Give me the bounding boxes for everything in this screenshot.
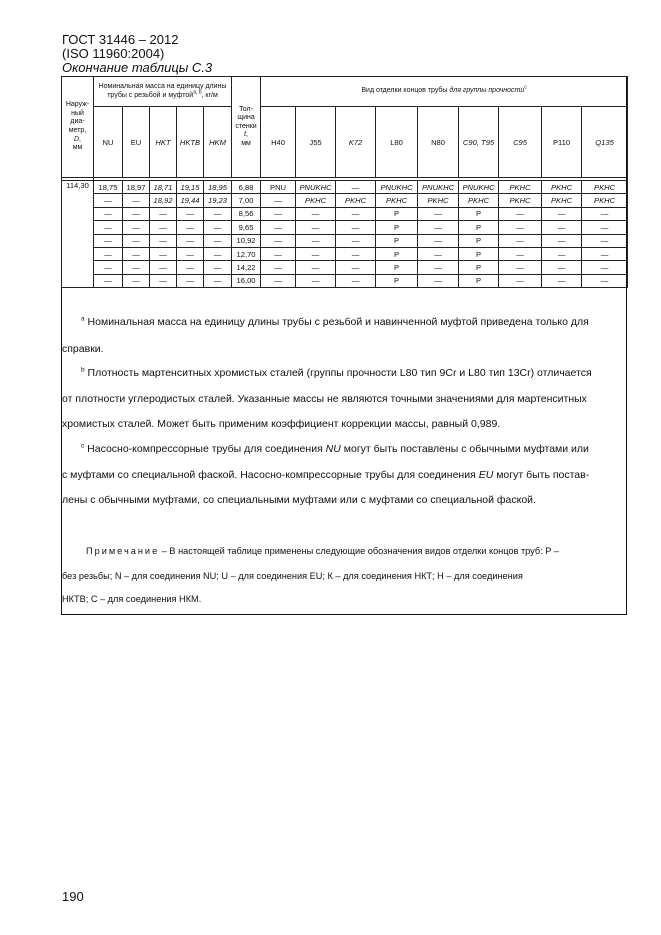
cell-outer-diameter [62, 221, 94, 234]
cell-finish: PNUKHC [296, 181, 336, 194]
cell-mass: 18,95 [204, 181, 232, 194]
table-row [62, 207, 628, 220]
header-grade-n80: N80 [418, 107, 459, 178]
cell-finish: P [459, 234, 499, 247]
cell-outer-diameter [62, 247, 94, 260]
cell-mass: — [204, 207, 232, 220]
cell-finish: — [296, 234, 336, 247]
note-line3: НКТВ; С – для соединения НКМ. [62, 594, 202, 604]
table-row [62, 181, 628, 194]
cell-finish: P [459, 247, 499, 260]
footnote-b-line2: от плотности углеродистых сталей. Указанные массы не являются точными значениями для мартенситных [62, 393, 587, 405]
cell-mass: 18,92 [150, 194, 177, 207]
cell-finish: PKHC [459, 194, 499, 207]
cell-finish: — [418, 221, 459, 234]
cell-mass: — [177, 234, 204, 247]
cell-mass: — [150, 221, 177, 234]
cell-finish: — [499, 274, 542, 287]
cell-mass: — [94, 247, 123, 260]
header-nominal-mass: Номинальная масса на единицу длины трубы с резьбой и муфтой$^{a, b}$, кг/м [94, 77, 232, 107]
page-number: 190 [62, 889, 84, 904]
cell-finish: — [418, 234, 459, 247]
cell-finish: — [582, 221, 628, 234]
header-grade-j55: J55 [296, 107, 336, 178]
note-line2: без резьбы; N – для соединения NU; U – для соединения EU; К – для соединения НКТ; Н – для соединения [62, 571, 523, 581]
cell-wall-thickness: 12,70 [232, 247, 261, 260]
cell-finish: P [459, 274, 499, 287]
cell-mass: — [94, 234, 123, 247]
table-row [62, 247, 628, 260]
cell-finish: — [418, 247, 459, 260]
cell-mass: — [94, 194, 123, 207]
cell-finish: — [336, 247, 376, 260]
header-mass-eu: EU [123, 107, 150, 178]
cell-finish: — [499, 207, 542, 220]
note-line1: Примечание – В настоящей таблице применены следующие обозначения видов отделки концов труб: Р – [86, 546, 560, 556]
cell-finish: P [376, 247, 418, 260]
cell-finish: — [499, 221, 542, 234]
cell-finish: PKHC [376, 194, 418, 207]
cell-finish: — [261, 234, 296, 247]
cell-mass: 19,15 [177, 181, 204, 194]
cell-mass: — [177, 261, 204, 274]
cell-finish: PNUKHC [459, 181, 499, 194]
cell-mass: 18,75 [94, 181, 123, 194]
table-row [62, 234, 628, 247]
footnote-b-line3: хромистых сталей. Может быть применим коэффициент коррекции массы, равный 0,989. [62, 418, 501, 430]
cell-mass: — [94, 274, 123, 287]
cell-finish: PKHC [582, 194, 628, 207]
cell-wall-thickness: 7,00 [232, 194, 261, 207]
table-row [62, 194, 628, 207]
cell-finish: — [261, 194, 296, 207]
header-grade-k72: K72 [336, 107, 376, 178]
cell-finish: — [296, 274, 336, 287]
cell-mass: — [94, 207, 123, 220]
header-grade-h40: H40 [261, 107, 296, 178]
cell-finish: — [499, 247, 542, 260]
cell-mass: — [204, 274, 232, 287]
cell-finish: PKHC [296, 194, 336, 207]
footnote-c-line3: лены с обычными муфтами, со специальными муфтами или с муфтами со специальной фаской. [62, 494, 536, 506]
cell-finish: — [336, 274, 376, 287]
cell-mass: — [204, 261, 232, 274]
cell-mass: — [123, 221, 150, 234]
cell-mass: — [177, 221, 204, 234]
footnote-c-line2: с муфтами со специальной фаской. Насосно-компрессорные трубы для соединения EU могут быть постав- [62, 469, 590, 481]
cell-finish: — [296, 261, 336, 274]
cell-mass: 18,71 [150, 181, 177, 194]
cell-wall-thickness: 8,56 [232, 207, 261, 220]
cell-mass: — [204, 247, 232, 260]
header-grade-c90-t95: C90, T95 [459, 107, 499, 178]
cell-wall-thickness: 6,88 [232, 181, 261, 194]
cell-finish: P [376, 234, 418, 247]
footnote-c-line1: $^c$ Насосно-компрессорные трубы для соединения NU могут быть поставлены с обычными муфтами или [81, 442, 589, 455]
cell-finish: — [499, 234, 542, 247]
cell-finish: — [261, 207, 296, 220]
cell-finish: PNUKHC [376, 181, 418, 194]
cell-finish: — [499, 261, 542, 274]
cell-outer-diameter: 114,30 [62, 181, 94, 194]
cell-finish: PKHC [499, 181, 542, 194]
header-end-finish: Вид отделки концов трубы для группы прочности$^c$ [261, 77, 628, 107]
cell-mass: 18,97 [123, 181, 150, 194]
cell-finish: PKHC [582, 181, 628, 194]
cell-finish: PKHC [418, 194, 459, 207]
cell-finish: PKHC [542, 181, 582, 194]
header-grade-p110: P110 [542, 107, 582, 178]
header-mass-hkt: HKT [150, 107, 177, 178]
cell-finish: — [261, 247, 296, 260]
doc-standard-number: ГОСТ 31446 – 2012 [62, 32, 179, 47]
cell-outer-diameter [62, 274, 94, 287]
cell-finish: — [261, 261, 296, 274]
cell-mass: — [150, 207, 177, 220]
cell-finish: — [336, 261, 376, 274]
cell-finish: — [542, 234, 582, 247]
cell-finish: PNU [261, 181, 296, 194]
header-outer-diameter: Наруж- ный диа- метр, D, мм [62, 77, 94, 178]
cell-finish: — [582, 247, 628, 260]
cell-finish: PNUKHC [418, 181, 459, 194]
cell-wall-thickness: 10,92 [232, 234, 261, 247]
cell-mass: 19,44 [177, 194, 204, 207]
cell-mass: — [177, 207, 204, 220]
cell-finish: — [582, 207, 628, 220]
cell-finish: — [542, 274, 582, 287]
cell-outer-diameter [62, 194, 94, 207]
cell-wall-thickness: 16,00 [232, 274, 261, 287]
cell-mass: — [150, 274, 177, 287]
data-table [61, 76, 628, 288]
cell-mass: — [123, 274, 150, 287]
cell-finish: — [542, 247, 582, 260]
cell-mass: 19,23 [204, 194, 232, 207]
cell-mass: — [204, 234, 232, 247]
cell-mass: — [204, 221, 232, 234]
cell-mass: — [94, 221, 123, 234]
cell-finish: PKHC [542, 194, 582, 207]
cell-finish: — [418, 274, 459, 287]
cell-finish: — [261, 274, 296, 287]
cell-finish: P [376, 207, 418, 220]
cell-wall-thickness: 9,65 [232, 221, 261, 234]
cell-mass: — [94, 261, 123, 274]
cell-finish: — [336, 207, 376, 220]
cell-finish: — [582, 234, 628, 247]
footnote-b-line1: $^b$ Плотность мартенситных хромистых сталей (группы прочности L80 тип 9Cr и L80 тип 13Cr) отличается [81, 366, 592, 379]
footnote-a-line2: справки. [62, 343, 104, 355]
header-grade-l80: L80 [376, 107, 418, 178]
cell-finish: PKHC [499, 194, 542, 207]
cell-finish: P [376, 221, 418, 234]
cell-finish: — [542, 221, 582, 234]
cell-finish: — [336, 234, 376, 247]
doc-iso-reference: (ISO 11960:2004) [62, 46, 165, 61]
header-mass-hkm: HKM [204, 107, 232, 178]
cell-mass: — [123, 194, 150, 207]
cell-finish: — [542, 261, 582, 274]
cell-finish: P [459, 207, 499, 220]
table-row [62, 221, 628, 234]
cell-finish: — [296, 207, 336, 220]
cell-finish: — [261, 221, 296, 234]
cell-finish: — [542, 207, 582, 220]
cell-mass: — [177, 247, 204, 260]
cell-finish: — [582, 261, 628, 274]
cell-mass: — [123, 247, 150, 260]
cell-mass: — [150, 261, 177, 274]
cell-finish: P [376, 274, 418, 287]
cell-mass: — [123, 261, 150, 274]
cell-finish: — [296, 221, 336, 234]
header-grade-q135: Q135 [582, 107, 628, 178]
cell-mass: — [123, 207, 150, 220]
header-grade-c95: C95 [499, 107, 542, 178]
header-mass-hktb: HKTB [177, 107, 204, 178]
cell-finish: P [376, 261, 418, 274]
cell-finish: P [459, 221, 499, 234]
cell-finish: — [336, 181, 376, 194]
header-wall-thickness: Тол- щина стенки t, мм [232, 77, 261, 178]
cell-wall-thickness: 14,22 [232, 261, 261, 274]
table-row [62, 274, 628, 287]
cell-finish: P [459, 261, 499, 274]
cell-outer-diameter [62, 261, 94, 274]
cell-mass: — [177, 274, 204, 287]
table-continuation-title: Окончание таблицы С.3 [62, 60, 213, 75]
cell-finish: — [582, 274, 628, 287]
cell-finish: — [336, 221, 376, 234]
footnote-a-line1: $^a$ Номинальная масса на единицу длины трубы с резьбой и навинченной муфтой приведена только для [81, 315, 589, 328]
cell-outer-diameter [62, 234, 94, 247]
cell-finish: — [418, 261, 459, 274]
cell-finish: — [296, 247, 336, 260]
header-mass-nu: NU [94, 107, 123, 178]
table-row [62, 261, 628, 274]
cell-mass: — [150, 247, 177, 260]
cell-finish: PKHC [336, 194, 376, 207]
cell-mass: — [150, 234, 177, 247]
cell-mass: — [123, 234, 150, 247]
cell-outer-diameter [62, 207, 94, 220]
cell-finish: — [418, 207, 459, 220]
